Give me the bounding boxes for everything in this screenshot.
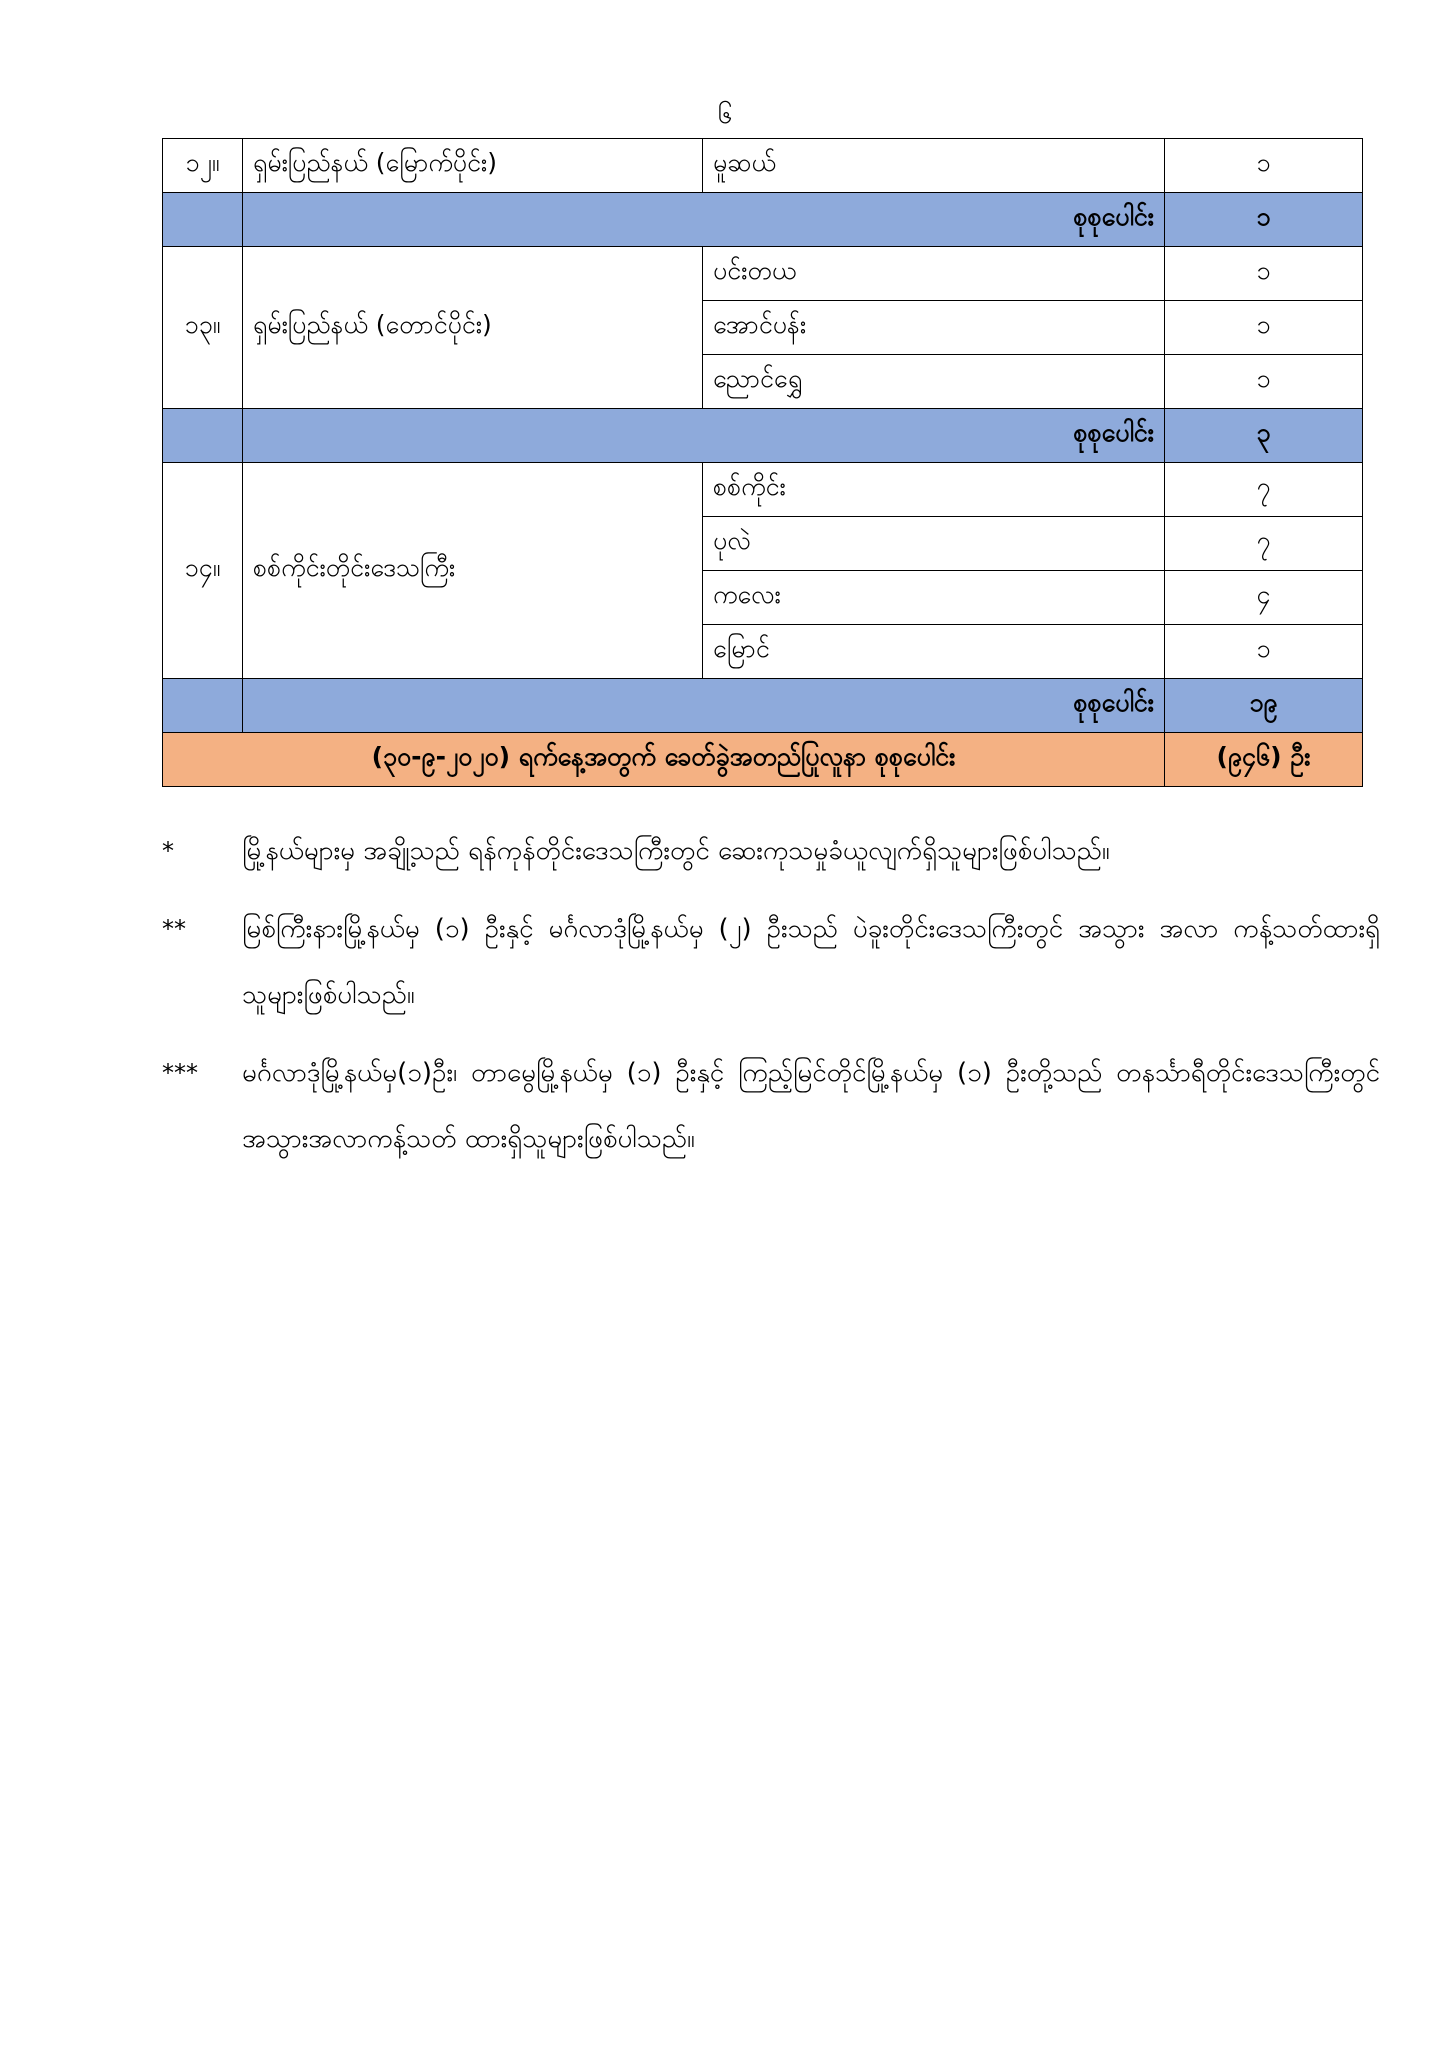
page-number: ၆: [717, 100, 733, 130]
footnote-mark: ***: [162, 1059, 198, 1087]
subtotal-blank-cell: [163, 409, 243, 463]
table-row: [163, 139, 1363, 193]
subtotal-label: စုစုပေါင်း: [243, 679, 1165, 733]
subtotal-label: စုစုပေါင်း: [243, 193, 1165, 247]
table-row: [163, 247, 1363, 301]
footnote: [162, 1040, 1380, 1172]
case-count: ၇: [1165, 517, 1363, 571]
subtotal-value: ၁၉: [1165, 679, 1363, 733]
subtotal-row: [163, 193, 1363, 247]
township-name: ပင်းတယ: [703, 247, 1165, 301]
grand-total-value: (၉၄၆) ဦး: [1165, 733, 1363, 787]
township-name: အောင်ပန်း: [703, 301, 1165, 355]
case-count: ၁: [1165, 625, 1363, 679]
case-count: ၄: [1165, 571, 1363, 625]
footnote-mark: *: [162, 837, 174, 865]
footnote: [162, 818, 1380, 884]
grand-total-label: (၃၀-၉-၂၀၂၀) ရက်နေ့အတွက် ခေတ်ခွဲအတည်ပြုလူနာ စုစုပေါင်း: [163, 733, 1165, 787]
table-row: [163, 463, 1363, 517]
subtotal-value: ၁: [1165, 193, 1363, 247]
case-count: ၁: [1165, 139, 1363, 193]
township-name: စစ်ကိုင်း: [703, 463, 1165, 517]
subtotal-label: စုစုပေါင်း: [243, 409, 1165, 463]
footnote-text: မြစ်ကြီးနားမြို့နယ်မှ (၁) ဦးနှင့် မင်္ဂလာဒုံမြို့နယ်မှ (၂) ဦးသည် ပဲခူးတိုင်းဒေသကြီးတွင် အသွား အလာ ကန့်သတ်ထားရှိသူများဖြစ်ပါသည်။: [242, 914, 1380, 1010]
subtotal-value: ၃: [1165, 409, 1363, 463]
footnote-mark: **: [162, 915, 186, 943]
subtotal-row: [163, 679, 1363, 733]
row-index: ၁၂။: [163, 139, 243, 193]
case-count: ၁: [1165, 355, 1363, 409]
footnote-text: မြို့နယ်များမှ အချို့သည် ရန်ကုန်တိုင်းဒေသကြီးတွင် ဆေးကုသမှုခံယူလျက်ရှိသူများဖြစ်ပါသည်။: [242, 836, 1110, 866]
footnote-text: မင်္ဂလာဒုံမြို့နယ်မှ(၁)ဦး၊ တာမွေမြို့နယ်မှ (၁) ဦးနှင့် ကြည့်မြင်တိုင်မြို့နယ်မှ (၁) ဦးတို့သည် တနင်္သာရီတိုင်းဒေသကြီးတွင် အသွားအလာကန့်သတ် ထားရှိသူများဖြစ်ပါသည်။: [242, 1058, 1380, 1154]
subtotal-blank-cell: [163, 193, 243, 247]
township-name: ညောင်ရွှေ: [703, 355, 1165, 409]
row-index: ၁၃။: [163, 247, 243, 409]
cases-table: [162, 138, 1363, 787]
township-name: ပုလဲ: [703, 517, 1165, 571]
case-count: ၁: [1165, 247, 1363, 301]
case-count: ၇: [1165, 463, 1363, 517]
subtotal-blank-cell: [163, 679, 243, 733]
township-name: ကလေး: [703, 571, 1165, 625]
row-index: ၁၄။: [163, 463, 243, 679]
region-name: စစ်ကိုင်းတိုင်းဒေသကြီး: [243, 463, 703, 679]
region-name: ရှမ်းပြည်နယ် (တောင်ပိုင်း): [243, 247, 703, 409]
grand-total-row: [163, 733, 1363, 787]
footnote: [162, 896, 1380, 1028]
footnotes: [162, 818, 1380, 1184]
township-name: မြောင်: [703, 625, 1165, 679]
case-count: ၁: [1165, 301, 1363, 355]
township-name: မူဆယ်: [703, 139, 1165, 193]
subtotal-row: [163, 409, 1363, 463]
region-name: ရှမ်းပြည်နယ် (မြောက်ပိုင်း): [243, 139, 703, 193]
